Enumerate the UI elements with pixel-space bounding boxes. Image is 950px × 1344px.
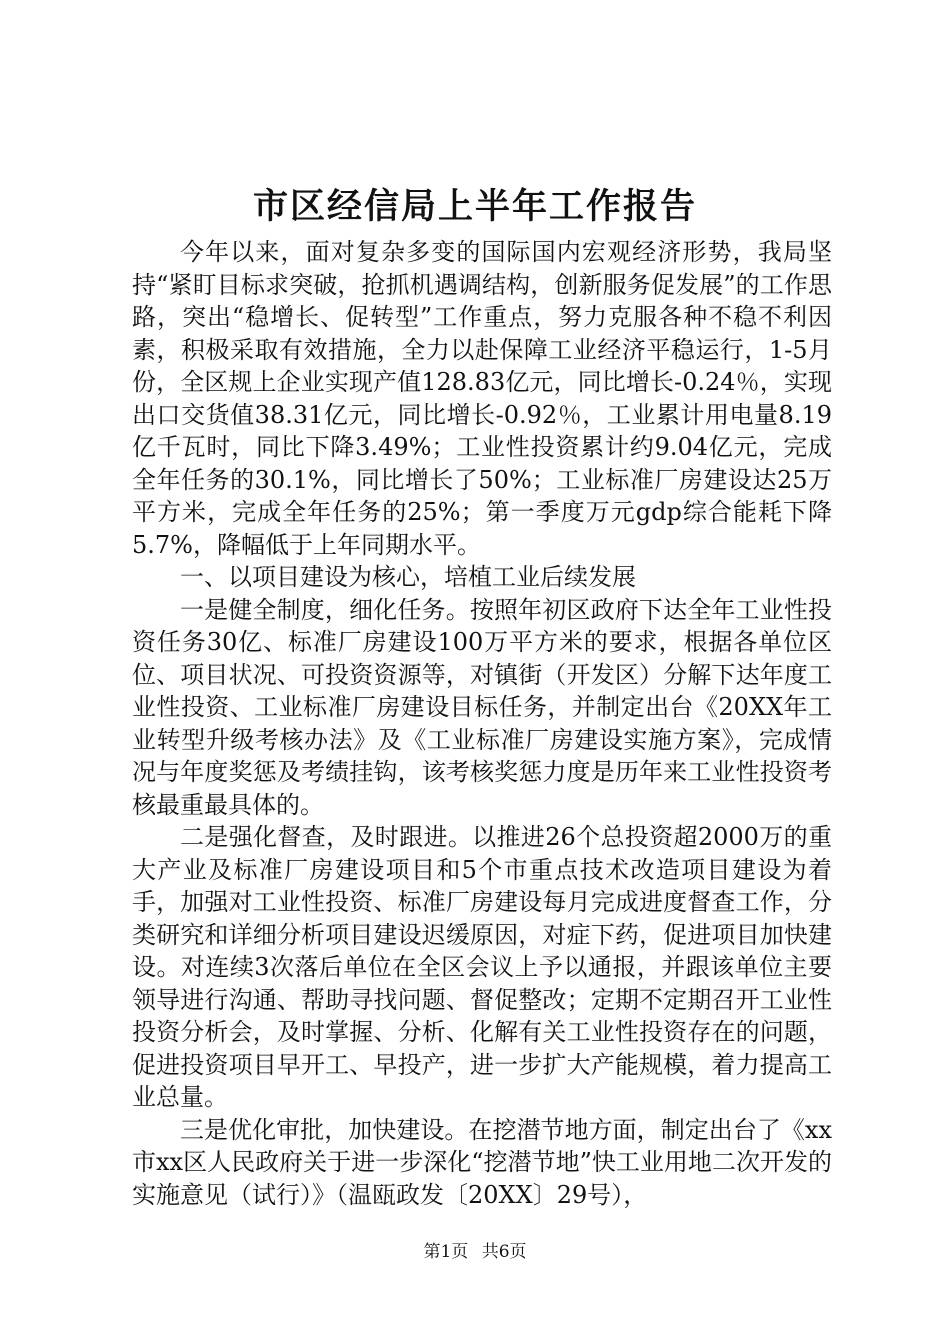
body-paragraph: 二是强化督查，及时跟进。以推进26个总投资超2000万的重大产业及标准厂房建设项目和5个市重点技术改造项目建设为着手，加强对工业性投资、标准厂房建设每月完成进度督查工作，分类研究和详细分析项目建设迟缓原因，对症下药，促进项目加快建设。对连续3次落后单位在全区会议上予以通报，并跟该单位主要领导进行沟通、帮助寻找问题、督促整改；定期不定期召开工业性投资分析会，及时掌握、分析、化解有关工业性投资存在的问题，促进投资项目早开工、早投产，进一步扩大产能规模，着力提高工业总量。	[132, 823, 832, 1111]
document-title: 市区经信局上半年工作报告	[252, 186, 697, 227]
body-paragraph: 一是健全制度，细化任务。按照年初区政府下达全年工业性投资任务30亿、标准厂房建设100万平方米的要求，根据各单位区位、项目状况、可投资资源等，对镇街（开发区）分解下达年度工业性投资、工业标准厂房建设目标任务，并制定出台《20XX年工业转型升级考核办法》及《工业标准厂房建设实施方案》，完成情况与年度奖惩及考绩挂钩，该考核奖惩力度是历年来工业性投资考核最重最具体的。	[132, 595, 832, 819]
document-body	[132, 236, 832, 1211]
section-heading: 一、以项目建设为核心，培植工业后续发展	[180, 563, 636, 591]
page-total: 共6页	[481, 1242, 527, 1262]
page-footer	[0, 1241, 950, 1263]
intro-paragraph: 今年以来，面对复杂多变的国际国内宏观经济形势，我局坚持“紧盯目标求突破，抢抓机遇调结构，创新服务促发展”的工作思路，突出“稳增长、促转型”工作重点，努力克服各种不稳不利因素，积极采取有效措施，全力以赴保障工业经济平稳运行，1-5月份，全区规上企业实现产值128.83亿元，同比增长-0.24％，实现出口交货值38.31亿元，同比增长-0.92％，工业累计用电量8.19亿千瓦时，同比下降3.49%；工业性投资累计约9.04亿元，完成全年任务的30.1%，同比增长了50%；工业标准厂房建设达25万平方米，完成全年任务的25%；第一季度万元gdp综合能耗下降5.7%，降幅低于上年同期水平。	[132, 238, 832, 559]
body-paragraph: 三是优化审批，加快建设。在挖潜节地方面，制定出台了《xx市xx区人民政府关于进一步深化“挖潜节地”快工业用地二次开发的实施意见（试行）》（温瓯政发〔20XX〕29号），	[132, 1115, 832, 1209]
page-number: 第1页	[423, 1242, 469, 1262]
